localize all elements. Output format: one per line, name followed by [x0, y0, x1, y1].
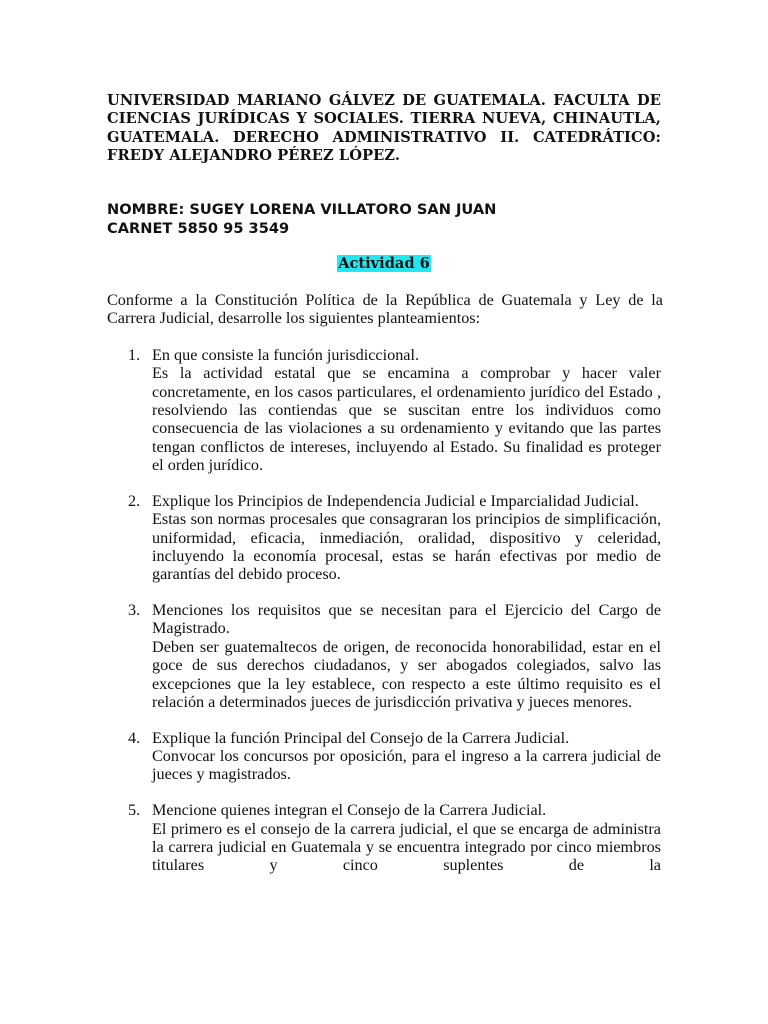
- question-list: [107, 346, 661, 892]
- student-carnet: CARNET 5850 95 3549: [107, 219, 290, 237]
- item-question: Explique la función Principal del Consejo de la Carrera Judicial.: [152, 728, 570, 747]
- item-question: En que consiste la función jurisdiccional.: [152, 346, 420, 364]
- item-number: 5.: [128, 801, 141, 820]
- item-number: 2.: [128, 491, 141, 510]
- list-item: [107, 801, 661, 874]
- item-answer: Deben ser guatemaltecos de origen, de reconocida honorabilidad, estar en el goce de sus derechos ciudadanos, y ser abogados colegiados, salvo las excepciones que la ley establece, con respecto a este último requisito es el relación a determinados jueces de jurisdicción privativa y jueces menores.: [152, 637, 661, 711]
- student-info: [107, 201, 661, 238]
- item-number: 4.: [128, 728, 141, 747]
- item-answer: Estas son normas procesales que consagraran los principios de simplificación, uniformidad, eficacia, inmediación, oralidad, dispositivo y celeridad, incluyendo la economía procesal, estas se harán efectivas por medio de garantías del debido proceso.: [152, 510, 661, 584]
- item-question: Explique los Principios de Independencia Judicial e Imparcialidad Judicial.: [152, 491, 639, 510]
- item-question: Menciones los requisitos que se necesitan para el Ejercicio del Cargo de Magistrado.: [152, 601, 661, 638]
- item-answer: Es la actividad estatal que se encamina a comprobar y hacer valer concretamente, en los casos particulares, el ordenamiento jurídico del Estado , resolviendo las contiendas que se suscitan entre los individuos como consecuencia de las violaciones a su ordenamiento y evitando que las partes tengan conflictos de intereses, incluyendo al Estado. Su finalidad es proteger el orden jurídico.: [152, 364, 661, 475]
- item-number: 1.: [128, 346, 141, 364]
- list-item: [107, 729, 661, 784]
- item-question: Mencione quienes integran el Consejo de la Carrera Judicial.: [152, 801, 547, 820]
- item-answer: Convocar los concursos por oposición, para el ingreso a la carrera judicial de jueces y magistrados.: [152, 747, 661, 784]
- document-header: UNIVERSIDAD MARIANO GÁLVEZ DE GUATEMALA. FACULTA DE CIENCIAS JURÍDICAS Y SOCIALES. TIERRA NUEVA, CHINAUTLA, GUATEMALA. DERECHO ADMINISTRATIVO II. CATEDRÁTICO: FREDY ALEJANDRO PÉREZ LÓPEZ.: [107, 92, 661, 164]
- student-name: NOMBRE: SUGEY LORENA VILLATORO SAN JUAN: [107, 201, 497, 218]
- intro-paragraph: Conforme a la Constitución Política de la República de Guatemala y Ley de la Carrera Judicial, desarrolle los siguientes planteamientos:: [107, 291, 663, 328]
- list-item: [107, 346, 661, 474]
- list-item: [107, 601, 661, 711]
- list-item: [107, 492, 661, 584]
- activity-title: Actividad 6: [338, 255, 430, 272]
- activity-heading: [0, 255, 768, 273]
- item-number: 3.: [128, 601, 141, 620]
- item-answer: El primero es el consejo de la carrera judicial, el que se encarga de administra la carrera judicial en Guatemala y se encuentra integrado por cinco miembros titulares y cinco suplentes de la: [152, 819, 661, 875]
